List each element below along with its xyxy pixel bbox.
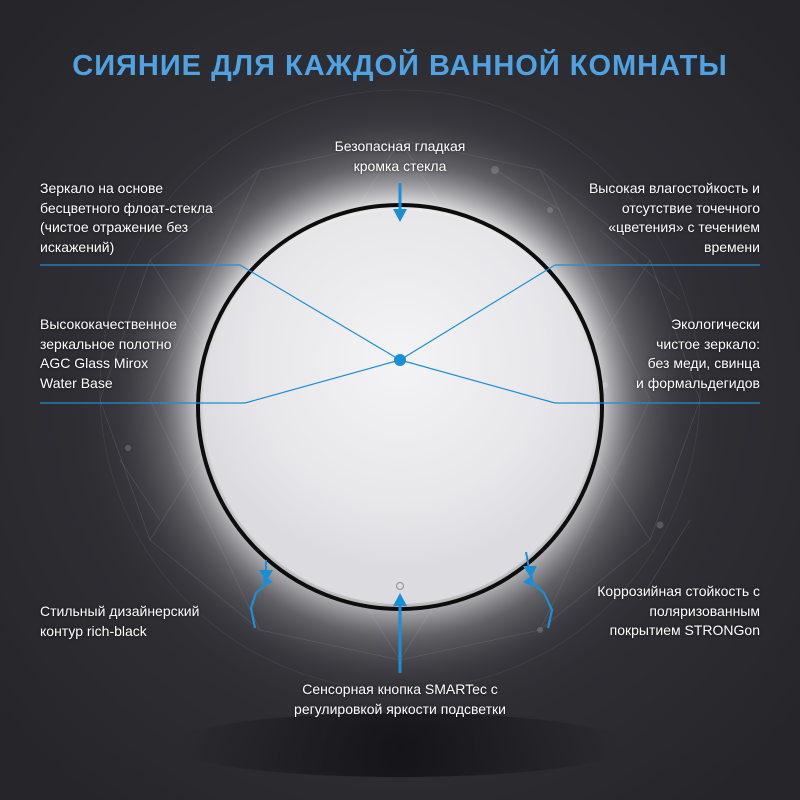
feature-line: Стильный дизайнерский	[40, 603, 200, 619]
feature-line: «цветения» с течением	[608, 219, 760, 235]
feature-eco-mirror	[636, 315, 760, 393]
feature-float-glass	[40, 179, 213, 257]
page-title: СИЯНИЕ ДЛЯ КАЖДОЙ ВАННОЙ КОМНАТЫ	[72, 50, 728, 82]
feature-line: Экологически	[671, 316, 760, 332]
feature-line: чистое зеркало:	[656, 335, 760, 352]
feature-corrosion-resistance	[597, 582, 760, 641]
feature-line: Высокая влагостойкость и	[588, 180, 760, 196]
feature-line: регулировкой яркости подсветки	[294, 700, 506, 717]
feature-line: времени	[704, 238, 760, 255]
feature-line: (чистое отражение без	[40, 219, 189, 235]
feature-line: AGC Glass Mirox	[40, 355, 149, 371]
feature-line: поляризованным	[649, 602, 760, 619]
feature-line: искажений)	[40, 238, 115, 255]
feature-line: Зеркало на основе	[40, 180, 164, 196]
feature-line: Сенсорная кнопка SMARTec с	[302, 681, 498, 697]
feature-moisture-resistance	[589, 179, 760, 257]
feature-line: кромка стекла	[353, 157, 447, 174]
feature-line: без меди, свинца	[647, 355, 760, 371]
feature-line: покрытием STRONGon	[609, 622, 760, 638]
feature-line: и формальдегидов	[636, 374, 760, 391]
feature-agc-glass	[40, 315, 177, 393]
feature-line: зеркальное полотно	[40, 335, 172, 352]
feature-smartec-button	[200, 680, 600, 719]
center-dot-icon	[394, 354, 406, 366]
feature-line: Высококачественное	[40, 316, 177, 332]
feature-rich-black-contour	[40, 602, 199, 641]
feature-line: бесцветного флоат-стекла	[40, 199, 213, 216]
feature-line: Water Base	[40, 374, 113, 391]
feature-line: отсутствие точечного	[621, 199, 760, 216]
feature-line: Коррозийная стойкость с	[597, 583, 760, 599]
mirror-glass	[203, 210, 597, 604]
feature-safe-edge	[280, 137, 520, 176]
feature-line: контур rich-black	[40, 622, 147, 639]
feature-line: Безопасная гладкая	[334, 138, 466, 154]
